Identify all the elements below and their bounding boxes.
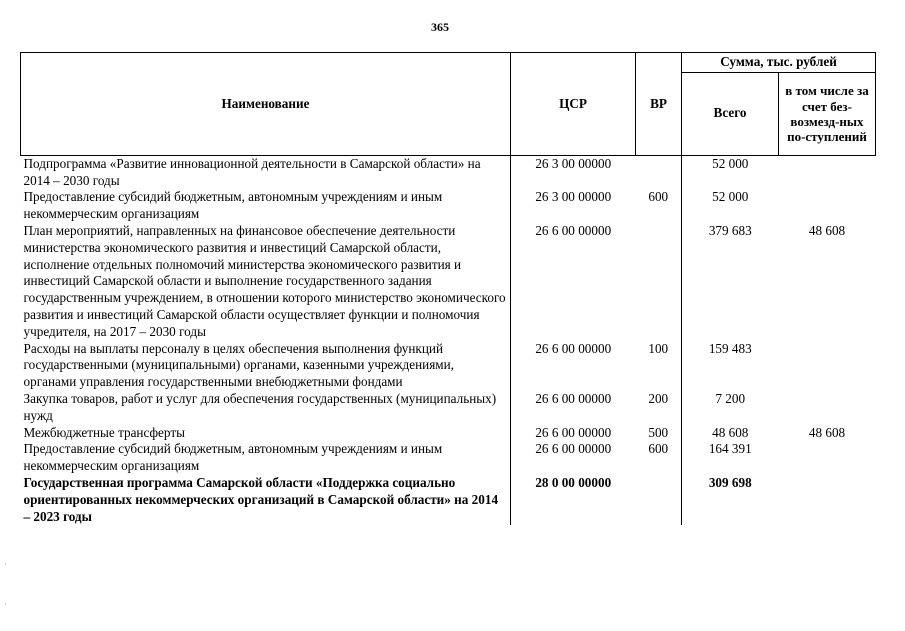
margin-mark: · [4, 560, 7, 569]
name-cell: Государственная программа Самарской области «Поддержка социально ориентированных некоммерческих организаций в Самарской области» на 2014 – 2023 годы [23, 474, 499, 524]
table-row [21, 441, 876, 475]
vr-cell [636, 155, 682, 189]
header-csr: ЦСР [511, 53, 636, 156]
header-vr: ВР [636, 53, 682, 156]
csr-cell: 28 0 00 00000 [511, 475, 636, 525]
name-cell: Расходы на выплаты персоналу в целях обеспечения выполнения функций государственными (муниципальными) органами, казенными учреждениями, органами управления государственными внебюджетными фондами [23, 340, 454, 390]
name-cell: Закупка товаров, работ и услуг для обеспечения государственных (муниципальных) нужд [23, 390, 497, 423]
csr-cell: 26 6 00 00000 [511, 223, 636, 341]
vr-cell [636, 475, 682, 525]
vr-cell: 600 [648, 441, 669, 457]
header-name: Наименование [21, 53, 511, 156]
table-row [21, 391, 876, 425]
total-cell: 52 000 [682, 155, 779, 189]
total-cell: 309 698 [682, 475, 779, 525]
extra-cell: 48 608 [808, 222, 846, 238]
table-row [21, 341, 876, 391]
name-cell: Предоставление субсидий бюджетным, автономным учреждениям и иным некоммерческим организациям [23, 441, 443, 474]
total-cell: 164 391 [682, 441, 779, 475]
budget-table [20, 52, 876, 525]
vr-cell: 200 [648, 390, 669, 406]
extra-cell [779, 475, 876, 525]
vr-cell: 600 [648, 189, 669, 205]
name-cell: План мероприятий, направленных на финансовое обеспечение деятельности министерства экономического развития и инвестиций Самарской области, исполнение отдельных полномочий министерства экономического развития и инвестиций Самарской области и выполнение государственного задания государственным учреждением, в отношении которого министерство экономического развития и инвестиций Самарской области осуществляет функции и полномочия учредителя, на 2017 – 2030 годы [23, 222, 506, 339]
csr-cell: 26 6 00 00000 [511, 441, 636, 475]
header-sum-group: Сумма, тыс. рублей [682, 53, 876, 73]
total-cell: 159 483 [682, 341, 779, 391]
total-cell: 52 000 [682, 189, 779, 223]
header-extra: в том числе за счет без-возмезд-ных по-ступлений [779, 72, 876, 155]
csr-cell: 26 6 00 00000 [511, 391, 636, 425]
name-cell: Подпрограмма «Развитие инновационной деятельности в Самарской области» на 2014 – 2030 годы [23, 155, 481, 188]
extra-cell [779, 189, 876, 223]
table-row [21, 155, 876, 189]
total-cell: 379 683 [682, 223, 779, 341]
header-total: Всего [682, 72, 779, 155]
name-cell: Предоставление субсидий бюджетным, автономным учреждениям и иным некоммерческим организациям [23, 189, 443, 222]
margin-mark: · [4, 600, 7, 609]
total-cell: 48 608 [682, 425, 779, 442]
extra-cell [779, 155, 876, 189]
csr-cell: 26 3 00 00000 [511, 155, 636, 189]
total-cell: 7 200 [682, 391, 779, 425]
table-body [21, 155, 876, 525]
table-row [21, 475, 876, 525]
extra-cell [779, 341, 876, 391]
table-row [21, 425, 876, 442]
table-row [21, 223, 876, 341]
extra-cell: 48 608 [808, 424, 846, 440]
name-cell: Межбюджетные трансферты [23, 424, 185, 440]
vr-cell: 100 [648, 340, 669, 356]
extra-cell [779, 391, 876, 425]
csr-cell: 26 3 00 00000 [511, 189, 636, 223]
vr-cell [636, 223, 682, 341]
table-row [21, 189, 876, 223]
csr-cell: 26 6 00 00000 [511, 341, 636, 391]
table-header [21, 53, 876, 156]
vr-cell: 500 [648, 424, 669, 440]
extra-cell [779, 441, 876, 475]
page-number: 365 [431, 20, 449, 34]
csr-cell: 26 6 00 00000 [511, 425, 636, 442]
